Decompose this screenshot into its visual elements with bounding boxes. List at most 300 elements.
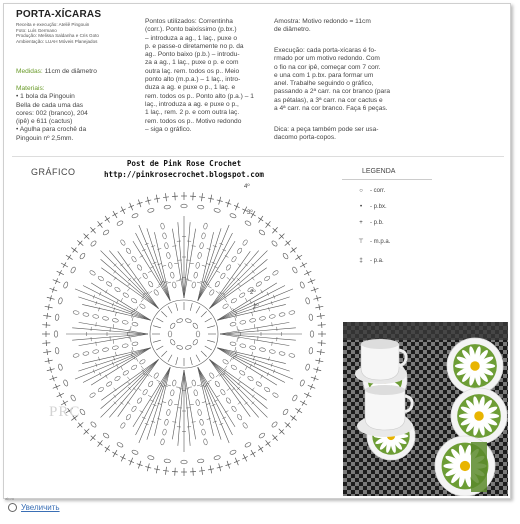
loop-chain: [231, 405, 237, 412]
loop-chain: [225, 397, 231, 404]
loop-chain: [199, 242, 204, 249]
loop-chain: [203, 439, 208, 446]
inner-stitch: [190, 303, 192, 311]
loop-chain: [209, 372, 215, 379]
outer-stitch-cross: [105, 447, 110, 450]
loop-chain: [170, 390, 175, 397]
loop-chain: [249, 345, 256, 350]
loop-chain: [106, 281, 113, 287]
outer-stitch-cross: [163, 197, 169, 198]
petal-bar: [271, 363, 272, 367]
chain-stitch: [181, 460, 187, 464]
loop-chain: [231, 256, 237, 263]
loop-chain: [136, 264, 142, 271]
chain-stitch: [258, 432, 265, 439]
loop-chain: [195, 399, 200, 406]
loop-chain: [112, 318, 119, 323]
loop-chain: [114, 375, 121, 381]
loop-chain: [255, 281, 262, 287]
loop-chain: [112, 345, 119, 350]
materials-section: Materiais: • 1 bola da Pingouin Bella de cada uma das cores: 002 (branco), 204 (ipê) e 611 (cactus) • Agulha para crochê da Pingouin nº 2,5mm.: [16, 85, 88, 142]
chain-stitch: [244, 442, 251, 448]
watermark: PRC: [49, 404, 81, 420]
loop-chain: [172, 282, 177, 289]
center-chain: [176, 318, 183, 323]
legend-title: LEGENDA: [362, 168, 396, 175]
loop-chain: [142, 389, 148, 396]
loop-chain: [131, 364, 138, 370]
petal-bar: [271, 301, 272, 305]
chain-stitch: [164, 459, 171, 463]
measures-section: Medidas: 11cm de diâmetro: [16, 68, 97, 75]
outer-stitch-cross: [292, 248, 296, 253]
chain-stitch: [70, 266, 76, 273]
document-page: [3, 3, 511, 499]
loop-chain: [203, 223, 208, 230]
outer-stitch-cross: [320, 349, 321, 355]
chain-stitch: [79, 252, 86, 259]
loop-chain: [264, 275, 271, 281]
round-label: 3º: [247, 210, 253, 216]
outer-stitch-cross: [163, 470, 169, 471]
loop-chain: [222, 303, 229, 309]
outer-stitch-cross: [306, 392, 309, 397]
center-chain: [168, 331, 172, 337]
chain-stitch: [102, 229, 109, 236]
loop-chain: [89, 392, 96, 398]
petal-bar: [138, 277, 141, 280]
outer-stitch-cross: [258, 218, 263, 221]
blog-stamp: Post de Pink Rose Crochet http://pinkrosecrochet.blogspot.com: [98, 158, 270, 182]
inner-stitch: [205, 346, 212, 350]
petal-bar: [151, 246, 155, 247]
chain-stitch: [229, 213, 236, 219]
execution-section: Execução: cada porta-xícaras é fo- rmado por um motivo redondo. Com o fio na cor ipê, começar com 7 corr. e una com 1 p.bx. para formar um anel. Trabalhe seguindo o gráfico, passando a 2ª carr. na cor branco (para as pétalas), a 3ª carr. na cor cactus e a 4ª carr. na cor branco. Faça 6 peças.: [274, 47, 391, 113]
loop-chain: [197, 409, 202, 416]
inner-stitch: [161, 351, 167, 357]
chain-stitch: [258, 229, 265, 236]
petal-bar: [197, 385, 201, 386]
petal-bar: [230, 306, 232, 310]
legend-item-double-crochet: ‡ - p.a.: [359, 258, 384, 264]
loop-chain: [168, 262, 173, 269]
loop-chain: [192, 380, 197, 387]
outer-stitch-cross: [297, 255, 300, 260]
outer-stitch-cross: [98, 442, 103, 446]
loop-chain: [240, 343, 247, 348]
inner-stitch: [168, 355, 172, 362]
petal-bar: [141, 299, 144, 302]
loop-chain: [131, 298, 138, 304]
chain-stitch: [271, 240, 278, 247]
petal-bar: [208, 286, 212, 288]
loop-chain: [172, 380, 177, 387]
petal-bar: [127, 288, 130, 291]
center-chain: [192, 339, 198, 346]
center-chain: [196, 331, 200, 337]
inner-stitch: [153, 326, 161, 328]
petal-bar: [238, 288, 241, 291]
loop-chain: [170, 272, 175, 279]
chain-stitch: [305, 364, 310, 371]
loop-chain: [239, 370, 246, 376]
inner-stitch: [196, 306, 200, 313]
loop-chain: [153, 289, 159, 296]
outer-stitch-cross: [120, 456, 125, 459]
loop-chain: [73, 353, 80, 358]
loop-chain: [279, 312, 286, 317]
loop-chain: [92, 314, 99, 319]
chain-stitch: [309, 347, 313, 354]
loop-chain: [242, 422, 248, 429]
round-label: 2º: [250, 290, 256, 296]
inner-stitch: [161, 311, 167, 317]
loop-chain: [142, 272, 148, 279]
loop-chain: [153, 372, 159, 379]
chain-stitch: [299, 281, 305, 288]
petal-bar: [252, 312, 253, 316]
petal-bar: [115, 352, 116, 356]
loop-chain: [148, 380, 154, 387]
chain-stitch: [147, 208, 154, 213]
loop-chain: [197, 252, 202, 259]
sample-section: Amostra: Motivo redondo = 11cm de diâmetro.: [274, 18, 371, 34]
loop-chain: [193, 272, 198, 279]
loop-chain: [230, 322, 237, 327]
zoom-link[interactable]: Увеличить: [21, 503, 60, 512]
loop-chain: [230, 364, 237, 370]
chain-stitch: [55, 347, 59, 354]
loop-chain: [195, 262, 200, 269]
petal-bar: [156, 286, 160, 288]
loop-chain: [168, 399, 173, 406]
loop-chain: [199, 419, 204, 426]
inner-stitch: [207, 326, 215, 328]
outer-stitch-cross: [63, 262, 66, 267]
loop-chain: [247, 375, 254, 381]
loop-chain: [242, 239, 248, 246]
petal-bar: [121, 366, 123, 370]
petal-bar: [235, 347, 236, 351]
page-title: PORTA-XÍCARAS: [16, 9, 102, 20]
chain-stitch: [55, 314, 59, 321]
loop-chain: [92, 349, 99, 354]
loop-chain: [97, 275, 104, 281]
loop-chain: [132, 342, 139, 347]
photo-illustration: [343, 322, 508, 496]
inner-stitch: [196, 355, 200, 362]
inner-stitch: [176, 357, 178, 365]
inner-stitch: [156, 346, 163, 350]
petal-bar: [136, 358, 138, 362]
petal-bar: [216, 291, 219, 294]
chain-stitch: [164, 205, 171, 209]
petal-bar: [216, 271, 220, 273]
legend-item-single-crochet: + - p.b.: [359, 220, 384, 226]
loop-chain: [89, 270, 96, 276]
chain-stitch: [58, 297, 63, 304]
inner-stitch: [205, 318, 212, 322]
petal-bar: [148, 271, 152, 273]
petal-bar: [197, 282, 201, 283]
loop-chain: [264, 386, 271, 392]
outer-stitch-cross: [306, 270, 309, 275]
loop-chain: [289, 310, 296, 315]
crochet-diagram: [26, 182, 346, 492]
flower-center: [460, 461, 470, 471]
loop-chain: [272, 270, 279, 276]
outer-stitch-cross: [47, 349, 48, 355]
outer-stitch-cross: [266, 223, 271, 227]
loop-chain: [120, 239, 126, 246]
loop-chain: [139, 359, 146, 365]
loop-chain: [269, 349, 276, 354]
loop-chain: [209, 289, 215, 296]
chain-stitch: [90, 421, 97, 428]
inner-stitch: [156, 318, 163, 322]
outer-stitch-cross: [112, 452, 117, 455]
credits: Receita e execução: Ateliê Pingouin Foto: Luís Germano Produção: Melissa Saldanha e Cris Goto Ambientação: LUAH Móveis Planejados: [16, 22, 99, 44]
loop-chain: [162, 233, 167, 240]
inner-stitch: [201, 351, 207, 357]
zoom-icon[interactable]: [8, 503, 17, 512]
loop-chain: [132, 322, 139, 327]
loop-chain: [220, 272, 226, 279]
outer-stitch-cross: [120, 209, 125, 212]
loop-chain: [160, 439, 165, 446]
inner-stitch: [207, 340, 215, 342]
chain-stitch: [214, 455, 221, 460]
loop-chain: [192, 282, 197, 289]
loop-chain: [131, 405, 137, 412]
petal-bar: [151, 421, 155, 422]
inner-stitch: [168, 306, 172, 313]
loop-chain: [279, 351, 286, 356]
outer-stitch-cross: [292, 416, 296, 421]
loop-chain: [114, 286, 121, 292]
coasters-photo: [343, 322, 508, 496]
loop-chain: [269, 314, 276, 319]
inner-stitch: [190, 357, 192, 365]
chain-stitch: [116, 220, 123, 226]
petal-bar: [121, 298, 123, 302]
outer-stitch-cross: [266, 442, 271, 446]
inner-stitch: [176, 303, 178, 311]
loop-chain: [122, 343, 129, 348]
loop-chain: [214, 281, 220, 288]
petal-bar: [115, 312, 116, 316]
chain-stitch: [305, 297, 310, 304]
loop-chain: [73, 310, 80, 315]
petal-bar: [252, 352, 253, 356]
divider: [12, 156, 504, 157]
petal-bar: [96, 301, 97, 305]
chain-stitch: [309, 314, 313, 321]
outer-stitch-cross: [302, 262, 305, 267]
petal-bar: [216, 395, 220, 397]
petal-bar: [162, 402, 166, 403]
petal-bar: [138, 388, 141, 391]
petal-bar: [227, 388, 230, 391]
source-text: ab.ru: [5, 496, 15, 501]
chart-label: GRÁFICO: [31, 167, 76, 177]
petal-bar: [156, 380, 160, 382]
outer-stitch-cross: [73, 248, 77, 253]
chain-stitch: [131, 213, 138, 219]
legend-item-chain: ○ - corr.: [359, 188, 386, 194]
chain-stitch: [90, 240, 97, 247]
chain-stitch: [244, 220, 251, 226]
loop-chain: [122, 370, 129, 376]
loop-chain: [131, 256, 137, 263]
chain-stitch: [271, 421, 278, 428]
petal-bar: [141, 366, 144, 369]
loop-chain: [255, 381, 262, 387]
inner-stitch: [201, 311, 207, 317]
outer-stitch-cross: [258, 447, 263, 450]
petal-bar: [225, 299, 228, 302]
chain-stitch: [197, 205, 204, 209]
outer-stitch-cross: [297, 408, 300, 413]
outer-stitch-cross: [98, 223, 103, 227]
outer-stitch-cross: [68, 255, 71, 260]
loop-chain: [236, 414, 242, 421]
chain-stitch: [310, 331, 314, 337]
loop-chain: [230, 342, 237, 347]
outer-stitch-cross: [320, 313, 321, 319]
outer-stitch-cross: [112, 213, 117, 216]
loop-chain: [240, 320, 247, 325]
loop-chain: [166, 252, 171, 259]
outer-stitch-cross: [105, 218, 110, 221]
loop-chain: [201, 233, 206, 240]
loop-chain: [225, 264, 231, 271]
legend-item-half-double: ⊤ - m.p.a.: [358, 239, 391, 245]
chain-stitch: [54, 331, 58, 337]
petal-bar: [136, 306, 138, 310]
zoom-bar[interactable]: [8, 503, 60, 512]
loop-chain: [236, 247, 242, 254]
loop-chain: [164, 419, 169, 426]
petal-bar: [167, 282, 171, 283]
center-chain: [185, 318, 192, 323]
petal-bar: [235, 317, 236, 321]
loop-chain: [201, 429, 206, 436]
petal-bar: [213, 421, 217, 422]
petal-bar: [245, 298, 247, 302]
center-chain: [169, 339, 175, 346]
outer-stitch-cross: [199, 470, 205, 471]
loop-chain: [166, 409, 171, 416]
loop-chain: [122, 292, 129, 298]
petal-bar: [148, 395, 152, 397]
cup-2: [357, 385, 413, 437]
round-label: 1º: [253, 304, 259, 310]
center-chain: [185, 345, 192, 350]
inner-ring: [150, 300, 218, 368]
loop-chain: [148, 281, 154, 288]
loop-chain: [249, 318, 256, 323]
petal-bar: [127, 377, 130, 380]
chain-stitch: [292, 266, 298, 273]
chain-stitch: [58, 364, 63, 371]
center-chain: [169, 322, 175, 329]
loop-chain: [162, 429, 167, 436]
outer-stitch-cross: [199, 197, 205, 198]
petal-bar: [202, 402, 206, 403]
chain-stitch: [131, 449, 138, 455]
petal-bar: [230, 358, 232, 362]
flower-center: [474, 411, 484, 421]
loop-chain: [222, 359, 229, 365]
petal-bar: [132, 347, 133, 351]
chain-stitch: [70, 394, 76, 401]
petal-bar: [225, 366, 228, 369]
legend: [342, 179, 432, 280]
loop-chain: [97, 386, 104, 392]
petal-bar: [227, 277, 230, 280]
chain-stitch: [147, 455, 154, 460]
chain-stitch: [292, 394, 298, 401]
loop-chain: [259, 316, 266, 321]
loop-chain: [259, 347, 266, 352]
chain-stitch: [282, 252, 289, 259]
loop-chain: [289, 353, 296, 358]
loop-chain: [106, 381, 113, 387]
chain-stitch: [181, 204, 187, 208]
loop-chain: [230, 298, 237, 304]
inner-stitch: [153, 340, 161, 342]
chain-stitch: [197, 459, 204, 463]
round-label: 4º: [244, 184, 250, 190]
legend-item-slip-stitch: • - p.bx.: [359, 204, 387, 210]
loop-chain: [164, 242, 169, 249]
tip-section: Dica: a peça também pode ser usa- dacomo porta-copos.: [274, 126, 379, 142]
chain-stitch: [116, 442, 123, 448]
chain-stitch: [214, 208, 221, 213]
petal-bar: [132, 317, 133, 321]
petal-bar: [202, 265, 206, 266]
loop-chain: [193, 390, 198, 397]
chain-stitch: [102, 432, 109, 439]
outer-stitch-cross: [59, 392, 62, 397]
petal-bar: [208, 380, 212, 382]
loop-chain: [125, 247, 131, 254]
loop-chain: [102, 316, 109, 321]
loop-chain: [272, 392, 279, 398]
outer-stitch-cross: [250, 452, 255, 455]
loop-chain: [83, 312, 90, 317]
loop-chain: [160, 223, 165, 230]
loop-chain: [136, 397, 142, 404]
stitches-section: Pontos utilizados: Correntinha (corr.). Ponto baixíssimo (p.bx.) – introduza a ag., 1 laç., puxe o p. e passe-o diretamente no p. da ag.. Ponto baixo (p.b.) – introdu- za a ag., 1 laç., puxe o p. e com outra laç. rem. todos os p.. Meio ponto alto (m.p.a.) – 1 laç., intro- duza a ag. e puxe o p., 1 laç. e rem. todos os p.. Ponto alto (p.a.) – 1 laç., introduza a ag. e puxe o p., 1 laç., rem. 2 p. e com outra laç. rem. todos os p.. Motivo redondo – siga o gráfico.: [145, 18, 254, 133]
outer-stitch-cross: [59, 270, 62, 275]
petal-bar: [167, 385, 171, 386]
outer-stitch-cross: [47, 313, 48, 319]
petal-bar: [213, 246, 217, 247]
chain-stitch: [229, 449, 236, 455]
chain-stitch: [63, 379, 69, 386]
flower-center: [470, 361, 480, 371]
outer-stitch-cross: [302, 400, 305, 405]
cup-1: [355, 339, 407, 384]
loop-chain: [83, 351, 90, 356]
loop-chain: [102, 347, 109, 352]
center-chain: [192, 322, 198, 329]
loop-chain: [220, 389, 226, 396]
chain-stitch: [299, 379, 305, 386]
outer-stitch-cross: [242, 456, 247, 459]
